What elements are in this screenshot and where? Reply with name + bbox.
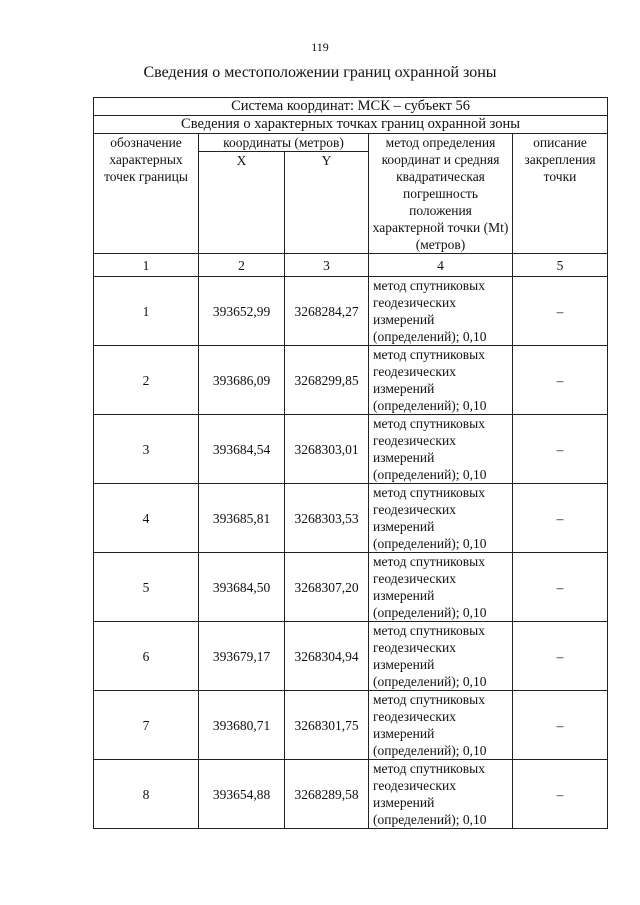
- coordinates-table: [93, 97, 608, 829]
- method-line: (определений); 0,10: [373, 812, 487, 827]
- column-number: 1: [94, 254, 199, 277]
- y-coordinate: 3268307,20: [285, 553, 369, 622]
- table-row: [94, 346, 608, 415]
- method-line: (определений); 0,10: [373, 536, 487, 551]
- point-id: 1: [94, 277, 199, 346]
- coordinate-system-label: Система координат: МСК – субъект 56: [94, 98, 608, 116]
- table-row: [94, 760, 608, 829]
- method-line: (определений); 0,10: [373, 674, 487, 689]
- x-coordinate: 393686,09: [199, 346, 285, 415]
- method-line: измерений: [373, 657, 435, 672]
- method-line: геодезических: [373, 364, 456, 379]
- point-id: 8: [94, 760, 199, 829]
- column-number: 3: [285, 254, 369, 277]
- method-line: измерений: [373, 795, 435, 810]
- method-line: (определений); 0,10: [373, 605, 487, 620]
- method-line: метод спутниковых: [373, 623, 485, 638]
- method-line: (определений); 0,10: [373, 467, 487, 482]
- header-x: X: [199, 152, 285, 254]
- y-coordinate: 3268303,53: [285, 484, 369, 553]
- table-row: [94, 622, 608, 691]
- x-coordinate: 393684,54: [199, 415, 285, 484]
- table-row: [94, 691, 608, 760]
- method-description: [369, 484, 513, 553]
- x-coordinate: 393679,17: [199, 622, 285, 691]
- method-description: [369, 346, 513, 415]
- point-fixing-description: –: [513, 346, 608, 415]
- header-point: обозначение характерных точек границы: [94, 134, 199, 254]
- y-coordinate: 3268284,27: [285, 277, 369, 346]
- method-line: метод спутниковых: [373, 761, 485, 776]
- method-line: геодезических: [373, 295, 456, 310]
- method-description: [369, 277, 513, 346]
- header-coordinates: координаты (метров): [199, 134, 369, 152]
- method-line: метод спутниковых: [373, 554, 485, 569]
- x-coordinate: 393680,71: [199, 691, 285, 760]
- point-id: 2: [94, 346, 199, 415]
- method-line: геодезических: [373, 709, 456, 724]
- method-line: геодезических: [373, 640, 456, 655]
- point-fixing-description: –: [513, 553, 608, 622]
- method-line: геодезических: [373, 778, 456, 793]
- point-fixing-description: –: [513, 277, 608, 346]
- method-line: измерений: [373, 588, 435, 603]
- y-coordinate: 3268289,58: [285, 760, 369, 829]
- page-number: 119: [311, 40, 329, 54]
- method-line: измерений: [373, 312, 435, 327]
- header-row-1: [94, 134, 608, 152]
- method-line: метод спутниковых: [373, 692, 485, 707]
- x-coordinate: 393685,81: [199, 484, 285, 553]
- point-fixing-description: –: [513, 691, 608, 760]
- y-coordinate: 3268304,94: [285, 622, 369, 691]
- column-number: 5: [513, 254, 608, 277]
- method-line: геодезических: [373, 502, 456, 517]
- y-coordinate: 3268301,75: [285, 691, 369, 760]
- point-fixing-description: –: [513, 484, 608, 553]
- method-line: метод спутниковых: [373, 347, 485, 362]
- method-line: (определений); 0,10: [373, 329, 487, 344]
- header-method: метод определения координат и средняя квадратическая погрешность положения характерной точки (Mt) (метров): [369, 134, 513, 254]
- x-coordinate: 393654,88: [199, 760, 285, 829]
- method-line: измерений: [373, 519, 435, 534]
- point-id: 4: [94, 484, 199, 553]
- method-line: метод спутниковых: [373, 485, 485, 500]
- method-line: (определений); 0,10: [373, 398, 487, 413]
- method-line: измерений: [373, 726, 435, 741]
- y-coordinate: 3268303,01: [285, 415, 369, 484]
- column-number: 4: [369, 254, 513, 277]
- method-line: геодезических: [373, 571, 456, 586]
- header-y: Y: [285, 152, 369, 254]
- section-title: Сведения о характерных точках границ охранной зоны: [94, 116, 608, 134]
- section-title-row: [94, 116, 608, 134]
- method-description: [369, 760, 513, 829]
- column-number: 2: [199, 254, 285, 277]
- method-line: метод спутниковых: [373, 416, 485, 431]
- point-id: 5: [94, 553, 199, 622]
- point-id: 3: [94, 415, 199, 484]
- point-fixing-description: –: [513, 760, 608, 829]
- coordinate-system-row: [94, 98, 608, 116]
- method-line: (определений); 0,10: [373, 743, 487, 758]
- y-coordinate: 3268299,85: [285, 346, 369, 415]
- method-line: измерений: [373, 381, 435, 396]
- header-description: описание закрепления точки: [513, 134, 608, 254]
- point-fixing-description: –: [513, 415, 608, 484]
- method-description: [369, 622, 513, 691]
- point-id: 7: [94, 691, 199, 760]
- table-row: [94, 553, 608, 622]
- table-row: [94, 484, 608, 553]
- method-description: [369, 691, 513, 760]
- table-row: [94, 277, 608, 346]
- method-line: измерений: [373, 450, 435, 465]
- table-row: [94, 415, 608, 484]
- method-line: геодезических: [373, 433, 456, 448]
- column-number-row: [94, 254, 608, 277]
- method-line: метод спутниковых: [373, 278, 485, 293]
- point-id: 6: [94, 622, 199, 691]
- point-fixing-description: –: [513, 622, 608, 691]
- document-title: Сведения о местоположении границ охранной зоны: [143, 64, 497, 81]
- x-coordinate: 393652,99: [199, 277, 285, 346]
- method-description: [369, 415, 513, 484]
- method-description: [369, 553, 513, 622]
- x-coordinate: 393684,50: [199, 553, 285, 622]
